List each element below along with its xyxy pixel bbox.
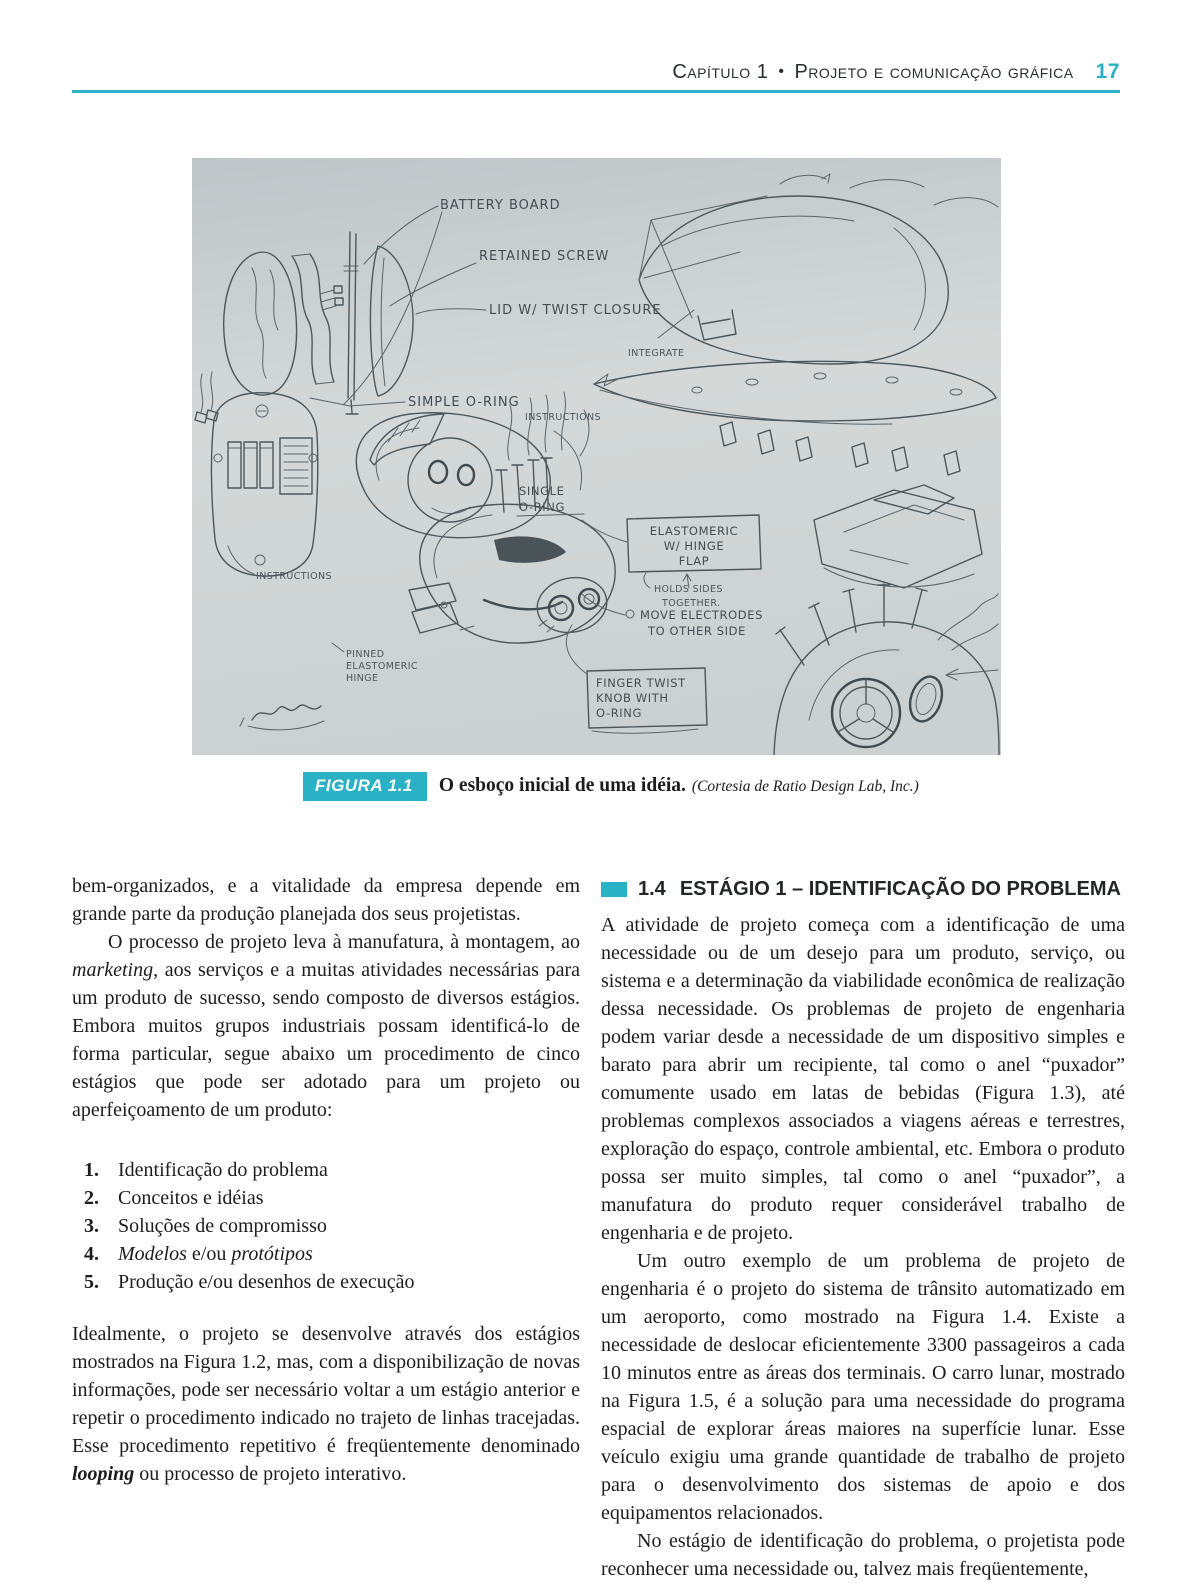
- header-chapter: Capítulo 1: [672, 61, 769, 83]
- paragraph-text-italic: marketing: [72, 959, 154, 981]
- stage-list: [72, 1156, 580, 1296]
- list-item: [72, 1212, 580, 1240]
- paragraph-text: , aos serviços e a muitas atividades necessárias para um produto de sucesso, sendo composto de diversos estágios. Embora muitos grupos industriais possam identificá-lo de forma particular, segue abaixo um procedimento de cinco estágios que pode ser adotado para um projeto ou aperfeiçoamento de um produto:: [72, 959, 580, 1121]
- sketch-label-move-electrodes: MOVE ELECTRODES: [640, 608, 764, 622]
- paragraph-text: O processo de projeto leva à manufatura, à montagem, ao: [108, 931, 580, 953]
- list-text: Conceitos e idéias: [118, 1187, 264, 1209]
- sketch-label-elastomeric: FLAP: [678, 554, 710, 568]
- header-title: Projeto e comunicação gráfica: [794, 61, 1074, 83]
- list-item: [72, 1240, 580, 1268]
- figure-badge: FIGURA 1.1: [303, 772, 427, 801]
- section-heading: [601, 878, 1125, 901]
- paragraph: [72, 928, 580, 1124]
- right-column: [601, 872, 1125, 1583]
- paragraph: No estágio de identificação do problema, o projetista pode reconhecer uma necessidade ou, talvez mais freqüentemente,: [601, 1530, 1125, 1580]
- list-text-italic: protótipos: [231, 1243, 313, 1265]
- sketch-label-single-oring: O-RING: [519, 500, 566, 514]
- figure-caption-text: O esboço inicial de uma idéia.: [438, 775, 686, 796]
- list-item: [72, 1156, 580, 1184]
- list-text-italic: Modelos: [118, 1243, 187, 1265]
- left-column: [72, 872, 580, 1583]
- section-marker-icon: [601, 882, 627, 897]
- paragraph: [72, 1320, 580, 1488]
- sketch-label-pinned-hinge: HINGE: [346, 673, 379, 684]
- sketch-label-instructions-top: INSTRUCTIONS: [525, 412, 601, 423]
- paragraph: A atividade de projeto começa com a identificação de uma necessidade ou de um desejo para um produto, serviço, ou sistema e a determinação da viabilidade econômica de realização dessa necessidade. Os problemas de projeto de engenharia podem variar desde a necessidade de um dispositivo simples e barato para abrir um recipiente, tal como o anel “puxador” comumente usado em latas de bebidas (Figura 1.3), até problemas complexos associados a viagens aéreas e terrestres, exploração do espaço, controle ambiental, etc. Embora o produto possa ser muito simples, tal como o anel “puxador”, a manufatura do produto requer considerável trabalho de engenharia e de projeto.: [601, 914, 1125, 1244]
- list-number: 2.: [84, 1187, 99, 1209]
- sketch-label-elastomeric: ELASTOMERIC: [649, 524, 739, 538]
- sketch-label-finger-knob: FINGER TWIST: [596, 676, 686, 690]
- figure-sketch-image: [192, 158, 1001, 755]
- header-rule: [72, 90, 1120, 93]
- sketch-label-pinned-hinge: ELASTOMERIC: [346, 661, 418, 672]
- list-item: [72, 1184, 580, 1212]
- paragraph: bem-organizados, e a vitalidade da empresa depende em grande parte da produção planejada dos seus projetistas.: [72, 875, 580, 925]
- sketch-label-lid-twist: LID W/ TWIST CLOSURE: [489, 303, 662, 318]
- list-number: 3.: [84, 1215, 99, 1237]
- sketch-label-simple-oring: SIMPLE O-RING: [408, 395, 520, 410]
- list-number: 5.: [84, 1271, 99, 1293]
- sketch-label-retained-screw: RETAINED SCREW: [479, 249, 610, 264]
- sketch-label-finger-knob: KNOB WITH: [596, 691, 669, 705]
- list-number: 1.: [84, 1159, 99, 1181]
- page-number: 17: [1095, 60, 1120, 83]
- header-separator-bullet: •: [778, 63, 785, 80]
- list-text: Produção e/ou desenhos de execução: [118, 1271, 415, 1293]
- sketch-label-instructions-left: INSTRUCTIONS: [256, 571, 332, 582]
- section-title: ESTÁGIO 1 – IDENTIFICAÇÃO DO PROBLEMA: [679, 878, 1121, 900]
- list-text: Identificação do problema: [118, 1159, 328, 1181]
- sketch-label-pinned-hinge: PINNED: [346, 649, 385, 660]
- sketch-label-single-oring: SINGLE: [519, 484, 565, 498]
- paragraph-text-bold-italic: looping: [72, 1463, 135, 1485]
- sketch-label-elastomeric: W/ HINGE: [663, 539, 725, 553]
- sketch-label-battery-board: BATTERY BOARD: [440, 198, 561, 213]
- paragraph-text: ou processo de projeto interativo.: [134, 1463, 407, 1485]
- sketch-label-holds-sides: HOLDS SIDES: [654, 584, 723, 595]
- running-header: [72, 60, 1120, 84]
- sketch-label-finger-knob: O-RING: [596, 706, 643, 720]
- list-text: Soluções de compromisso: [118, 1215, 327, 1237]
- figure-caption-credit: (Cortesia de Ratio Design Lab, Inc.): [691, 778, 919, 795]
- sketch-label-holds-sides: TOGETHER.: [662, 598, 721, 609]
- section-number: 1.4: [638, 878, 666, 900]
- sketch-paper: [192, 158, 1001, 755]
- paragraph: Um outro exemplo de um problema de projeto de engenharia é o projeto do sistema de trânsito automatizado em um aeroporto, como mostrado na Figura 1.4. Existe a necessidade de deslocar eficientemente 3300 passageiros a cada 10 minutos entre as áreas dos terminais. O carro lunar, mostrado na Figura 1.5, é a solução para uma necessidade do programa espacial de explorar áreas maiores na superfície lunar. Esse veículo exigiu uma grande quantidade de trabalho de projeto para o desenvolvimento dos sistemas de apoio e dos equipamentos relacionados.: [601, 1250, 1125, 1524]
- paragraph-text: Idealmente, o projeto se desenvolve através dos estágios mostrados na Figura 1.2, mas, com a disponibilização de novas informações, pode ser necessário voltar a um estágio anterior e repetir o procedimento indicado no trajeto de linhas tracejadas. Esse procedimento repetitivo é freqüentemente denominado: [72, 1323, 580, 1457]
- sketch-label-integrate: INTEGRATE: [628, 348, 685, 359]
- list-text: e/ou: [186, 1243, 232, 1265]
- content-columns: [72, 872, 1125, 1583]
- sketch-label-move-electrodes: TO OTHER SIDE: [648, 624, 746, 638]
- list-number: 4.: [84, 1243, 99, 1265]
- figure-caption: [303, 772, 919, 801]
- list-item: [72, 1268, 580, 1296]
